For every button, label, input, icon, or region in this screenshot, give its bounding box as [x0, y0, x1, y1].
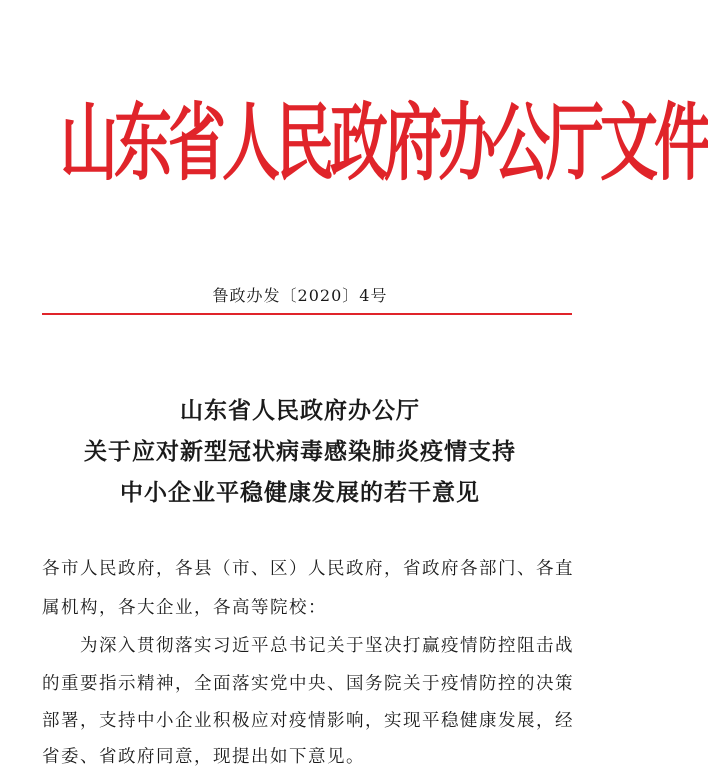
- body-paragraph-line-1: 为深入贯彻落实习近平总书记关于坚决打赢疫情防控阻击战: [80, 636, 574, 656]
- body-paragraph-line-3: 部署，支持中小企业积极应对疫情影响，实现平稳健康发展，经: [42, 711, 574, 731]
- document-number: 鲁政办发〔2020〕4号: [212, 286, 388, 305]
- document-title-line-1: 山东省人民政府办公厅: [180, 398, 420, 424]
- body-paragraph-line-2: 的重要指示精神，全面落实党中央、国务院关于疫情防控的决策: [42, 674, 574, 694]
- red-divider: [42, 313, 572, 315]
- addressee-line-2: 属机构，各大企业，各高等院校：: [42, 598, 327, 618]
- addressee-line-1: 各市人民政府，各县（市、区）人民政府，省政府各部门、各直: [42, 559, 574, 579]
- document-title-line-3: 中小企业平稳健康发展的若干意见: [120, 480, 480, 506]
- masthead-title: 山东省人民政府办公厅文件: [60, 93, 708, 193]
- document-title-line-2: 关于应对新型冠状病毒感染肺炎疫情支持: [84, 439, 516, 465]
- body-paragraph-line-4: 省委、省政府同意，现提出如下意见。: [42, 747, 365, 767]
